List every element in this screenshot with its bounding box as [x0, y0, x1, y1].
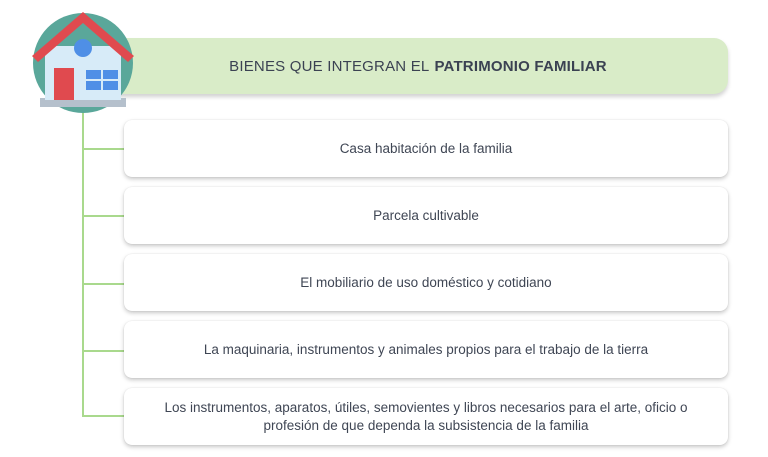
list-item: [124, 388, 728, 445]
tree-connector-branch: [82, 148, 124, 150]
house-icon: [28, 8, 138, 112]
list-item: [124, 321, 728, 378]
tree-connector-branch: [82, 215, 124, 217]
item-label: La maquinaria, instrumentos y animales propios para el trabajo de la tierra: [203, 341, 649, 357]
list-item: [124, 187, 728, 244]
item-label: Parcela cultivable: [373, 207, 479, 223]
tree-connector-branch: [82, 283, 124, 285]
item-label: Casa habitación de la familia: [339, 140, 513, 156]
list-item: [124, 254, 728, 311]
tree-connector-trunk: [82, 110, 84, 416]
diagram-title: [108, 38, 728, 94]
list-item: [124, 120, 728, 177]
item-label: El mobiliario de uso doméstico y cotidiano: [300, 274, 552, 290]
item-label: Los instrumentos, aparatos, útiles, semovientes y libros necesarios para el arte, oficio o profesión de que dependa la subsistencia de la familia: [164, 399, 688, 433]
tree-connector-branch: [82, 350, 124, 352]
title-regular: BIENES QUE INTEGRAN EL: [229, 57, 430, 75]
title-bold: PATRIMONIO FAMILIAR: [434, 57, 607, 75]
tree-connector-branch: [82, 415, 124, 417]
